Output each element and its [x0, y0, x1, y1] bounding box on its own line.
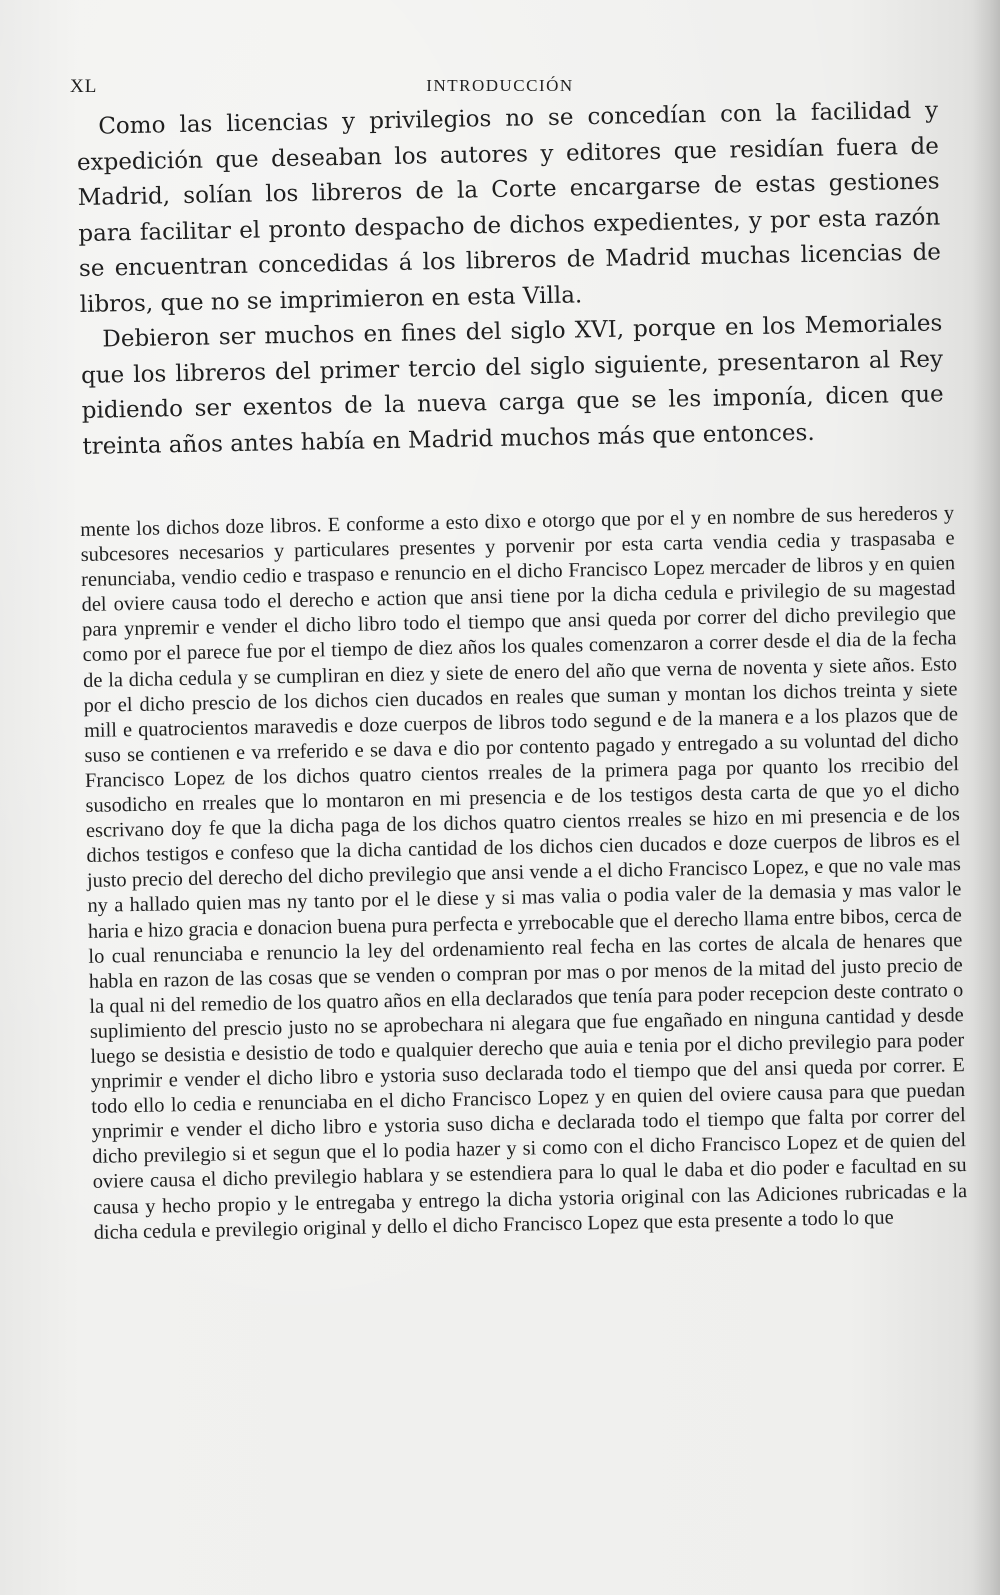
- page-edge-shadow: [972, 0, 1000, 1595]
- page-number: XL: [70, 76, 98, 97]
- quoted-document-block: [80, 501, 968, 1245]
- running-head: INTRODUCCIÓN: [426, 76, 574, 95]
- page-header: [70, 76, 930, 98]
- quoted-document-text: mente los dichos doze libros. E conforme a esto dixo e otorgo que por el y en nombre de sus herederos y subcesores necesarios y particulares presentes y porvenir por esta carta vendia cedia y traspasaba e renunciaba, vendio cedio e traspaso e renuncio en el dicho Francisco Lopez mercader de libros y en quien del oviere causa todo el derecho e action que ansi tiene por la dicha cedula e privilegio de su magestad para ynpremir e vender el dicho libro todo el tiempo que ansi queda por correr del dicho previlegio que como por el parece fue por el tiempo de diez años los quales comenzaron a correr desde el dia de la fecha de la dicha cedula y se cumpliran en diez y siete de enero del año que verna de noventa y siete años. Esto por el dicho prescio de los dichos cien ducados en reales que suman y montan los dichos treinta y siete mill e quatrocientos maravedis e doze cuerpos de libros todo segund e de la manera e a los plazos que de suso se contienen e va rreferido e se dava e dio por contento pagado y entregado a su voluntad del dicho Francisco Lopez de los dichos quatro cientos rreales de la primera paga por quanto los rrecibio del susodicho en rreales que lo montaron en mi presencia e de los testigos desta carta de que yo el dicho escrivano doy fe que la dicha paga de los dichos quatro cientos rreales se hizo en mi presencia e de los dichos testigos e confeso que la dicha cantidad de los dichos cien ducados e doze cuerpos de libros es el justo precio del derecho del dicho previlegio que ansi vende a el dicho Francisco Lopez, e que no vale mas ny a hallado quien mas ny tanto por el le diese y si mas valia o podia valer de la demasia y mas valor le haria e hizo gracia e donacion buena pura perfecta e yrrebocable que el derecho llama entre bibos, cerca de lo cual renunciaba e renuncio la ley del ordenamiento real fecha en las cortes de alcala de henares que habla en razon de las cosas que se venden o compran por mas o por menos de la mitad del justo precio de la qual ni del remedio de los quatro años en ella declarados que tenía para poder recepcion deste contrato o suplimiento del prescio justo no se aprobechara ni alegara que fue engañado en ninguna cantidad y desde luego se desistia e desistio de todo e qualquier derecho que auia e tenia por el dicho previlegio para poder ynprimir e vender el dicho libro e ystoria suso declarada todo el tiempo que del ansi queda por correr. E todo ello lo cedia e renunciaba en el dicho Francisco Lopez y en quien del oviere causa para que puedan ynprimir e vender el dicho libro e ystoria suso dicha e declarada todo el tiempo que falta por correr del dicho previlegio si et segun que el lo podia hazer y si como con el dicho Francisco Lopez et de quien del oviere causa el dicho previlegio hablara y se estendiera para lo qual le daba et dio poder e facultad en su causa y hecho propio y le entregaba y entrego la dicha ystoria original con las Adiciones rubricadas e la dicha cedula e previlegio original y dello el dicho Francisco Lopez que esta presente a todo lo que: [80, 502, 968, 1244]
- main-body-text: [76, 93, 945, 464]
- body-paragraph-2: Debieron ser muchos en fines del siglo XVI, porque en los Memoriales que los libreros del primer tercio del siglo siguiente, presentaron al Rey pidiendo ser exentos de la nueva carga que se les imponía, dicen que treinta años antes había en Madrid muchos más que entonces.: [80, 310, 944, 460]
- body-paragraph-1: Como las licencias y privilegios no se concedían con la facilidad y expedición que deseaban los autores y editores que residían fuera de Madrid, solían los libreros de la Corte encargarse de estas gestiones para facilitar el pronto despacho de dichos expedientes, y por esta razón se encuentran concedidas á los libreros de Madrid muchas licencias de libros, que no se imprimieron en esta Villa.: [76, 97, 942, 318]
